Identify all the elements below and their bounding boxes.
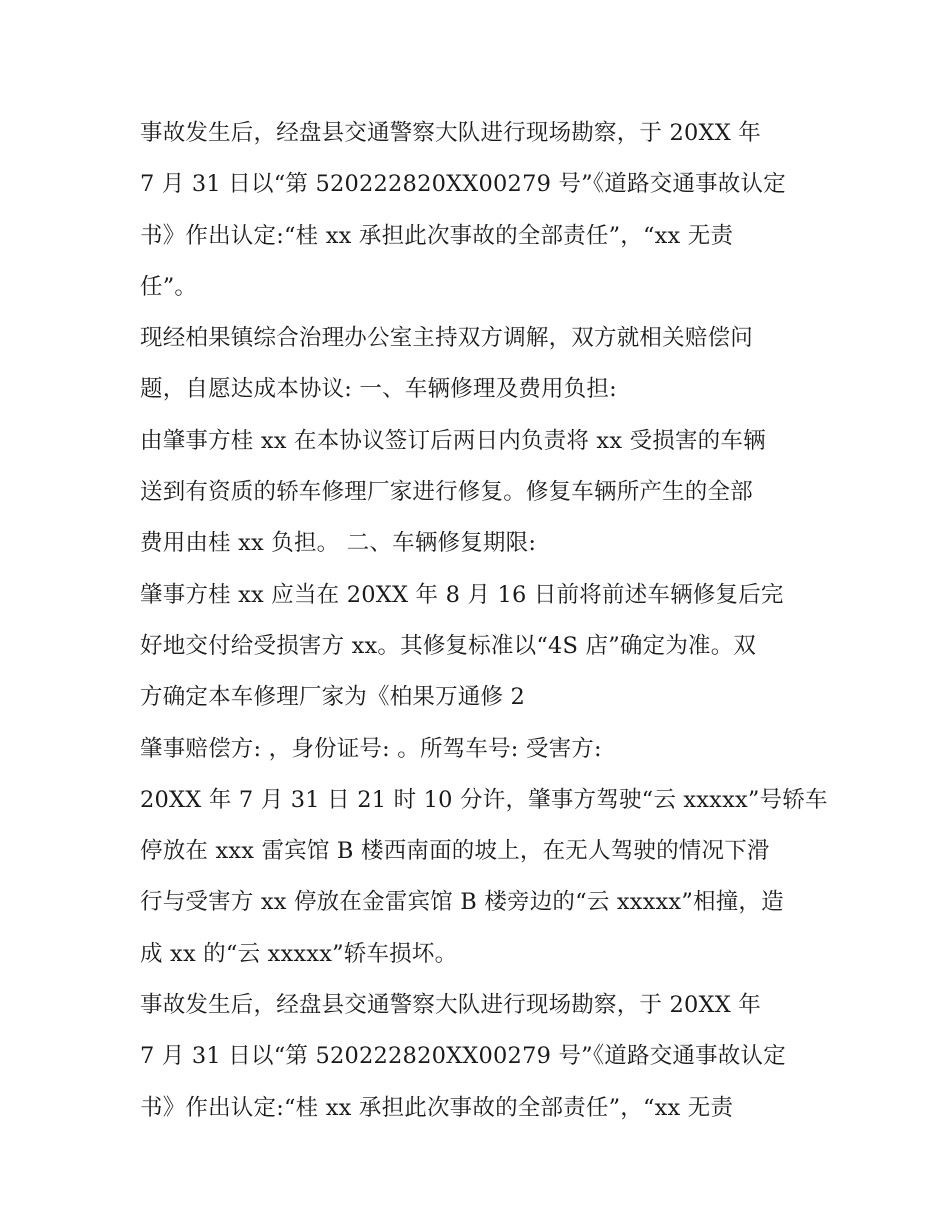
text-line: 肇事方桂 xx 应当在 20XX 年 8 月 16 日前将前述车辆修复后完 xyxy=(140,581,784,608)
text-line: 事故发生后，经盘县交通警察大队进行现场勘察，于 20XX 年 xyxy=(140,992,761,1019)
text-line: 方确定本车修理厂家为《柏果万通修 2 xyxy=(140,684,526,711)
text-line: 成 xx 的“云 xxxxx”轿车损坏。 xyxy=(140,940,458,967)
text-line: 行与受害方 xx 停放在金雷宾馆 B 楼旁边的“云 xxxxx”相撞，造 xyxy=(140,889,784,916)
text-line: 书》作出认定:“桂 xx 承担此次事故的全部责任”，“xx 无责 xyxy=(140,222,734,249)
text-line: 好地交付给受损害方 xx。其修复标准以“4S 店”确定为准。双 xyxy=(140,632,757,659)
document-body xyxy=(140,108,830,1134)
text-line: 送到有资质的轿车修理厂家进行修复。修复车辆所产生的全部 xyxy=(140,479,753,506)
text-line: 事故发生后，经盘县交通警察大队进行现场勘察，于 20XX 年 xyxy=(140,120,761,146)
text-line: 停放在 xxx 雷宾馆 B 楼西南面的坡上，在无人驾驶的情况下滑 xyxy=(140,838,770,865)
text-line: 现经柏果镇综合治理办公室主持双方调解，双方就相关赔偿问 xyxy=(140,325,753,352)
text-line: 由肇事方桂 xx 在本协议签订后两日内负责将 xx 受损害的车辆 xyxy=(140,427,766,454)
text-line: 题，自愿达成本协议: 一、车辆修理及费用负担: xyxy=(140,376,617,403)
text-line: 肇事赔偿方: ，身份证号: 。所驾车号: 受害方: xyxy=(140,735,602,762)
text-line: 7 月 31 日以“第 520222820XX00279 号”《道路交通事故认定 xyxy=(140,171,786,198)
text-line: 7 月 31 日以“第 520222820XX00279 号”《道路交通事故认定 xyxy=(140,1043,786,1070)
text-line: 20XX 年 7 月 31 日 21 时 10 分许，肇事方驾驶“云 xxxxx”号轿车 xyxy=(140,786,828,813)
text-line: 书》作出认定:“桂 xx 承担此次事故的全部责任”，“xx 无责 xyxy=(140,1094,734,1121)
text-line: 费用由桂 xx 负担。 二、车辆修复期限: xyxy=(140,530,537,557)
text-line: 任”。 xyxy=(140,273,198,300)
